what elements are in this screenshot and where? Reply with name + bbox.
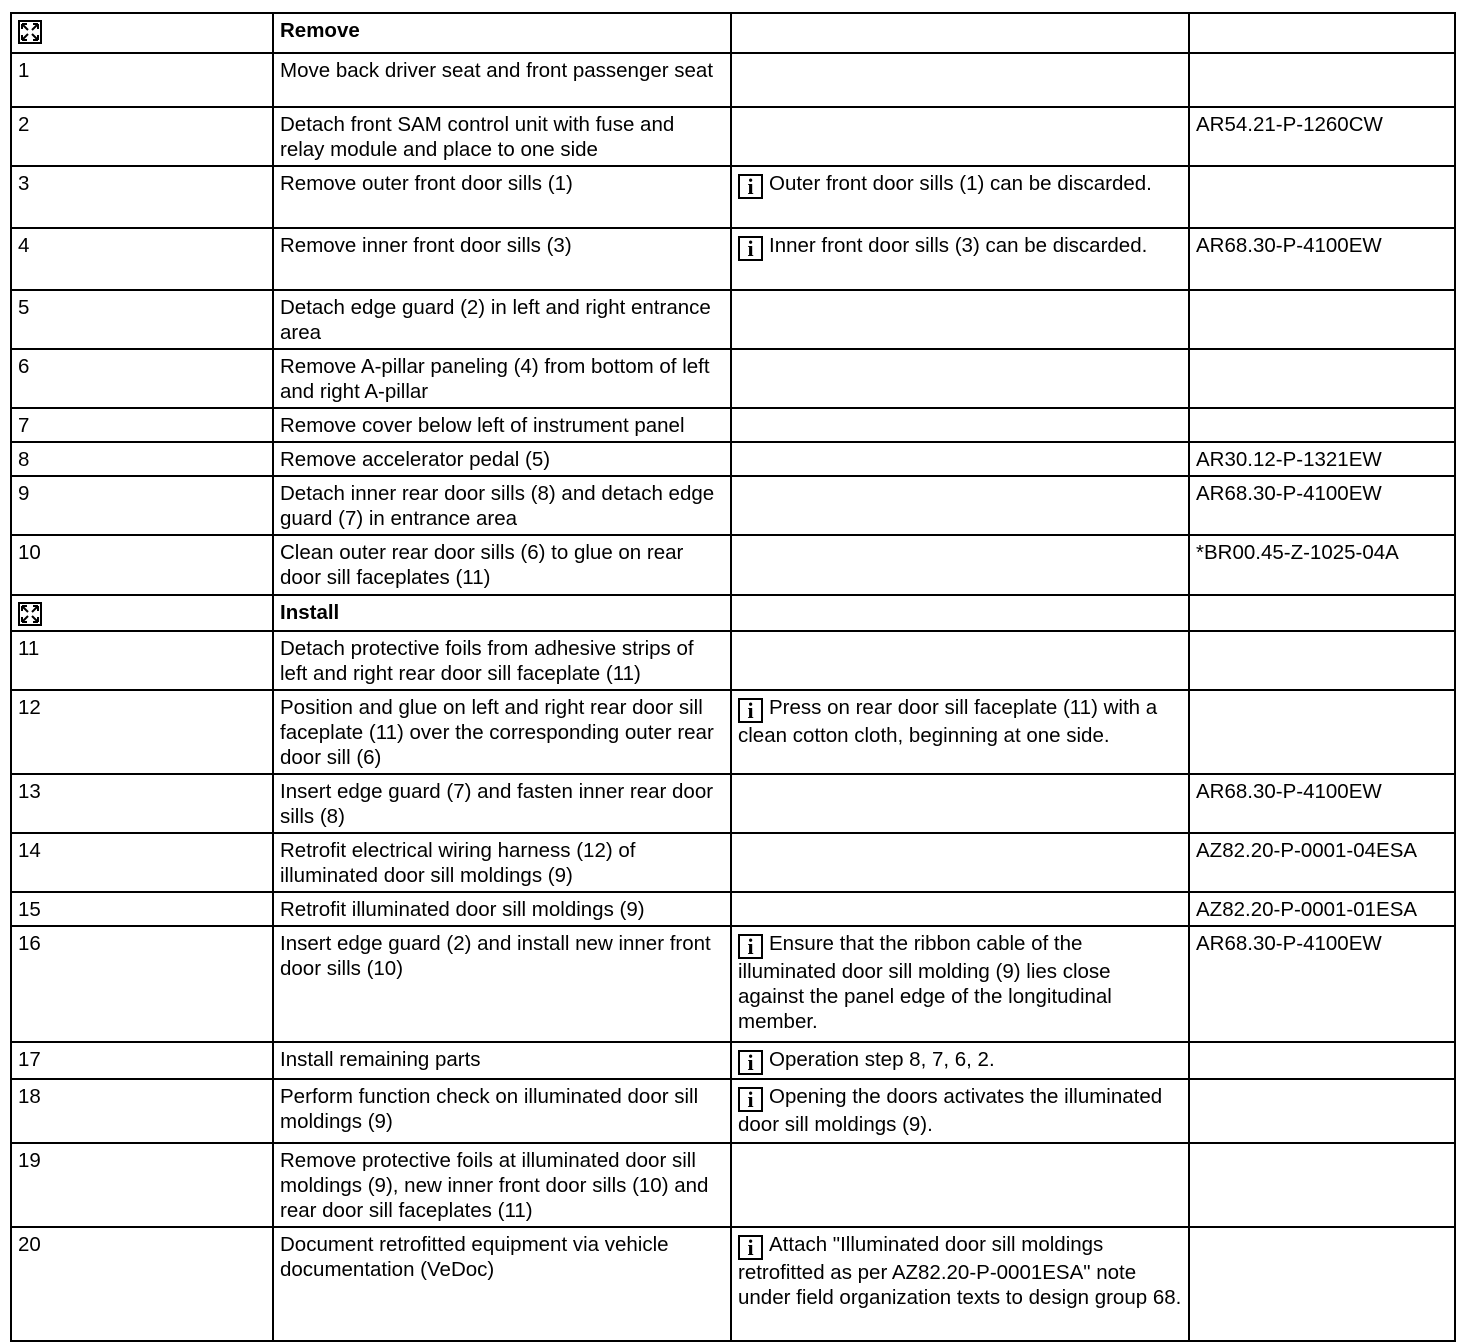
table-row [11, 53, 1455, 107]
step-number: 2 [18, 113, 30, 136]
step-reference: *BR00.45-Z-1025-04A [1196, 541, 1399, 564]
step-number-cell [11, 833, 273, 892]
step-note-cell [731, 1079, 1189, 1143]
step-text: Remove inner front door sills (3) [280, 234, 572, 257]
step-reference-cell [1189, 535, 1455, 595]
expand-icon [18, 20, 42, 44]
step-number: 5 [18, 296, 30, 319]
step-text-cell [273, 349, 731, 408]
step-number: 8 [18, 448, 30, 471]
info-icon: i [738, 1087, 763, 1112]
step-note-cell [731, 926, 1189, 1042]
table-row [11, 290, 1455, 349]
step-number-cell [11, 408, 273, 442]
step-note-cell [731, 892, 1189, 926]
step-text: Detach protective foils from adhesive strips of left and right rear door sill faceplate (11) [280, 637, 694, 685]
step-note: Ensure that the ribbon cable of the illuminated door sill molding (9) lies close against the panel edge of the longitudinal member. [738, 932, 1112, 1033]
step-text-cell [273, 442, 731, 476]
table-row [11, 631, 1455, 690]
expand-icon [18, 602, 42, 626]
step-text: Retrofit electrical wiring harness (12) of illuminated door sill moldings (9) [280, 839, 636, 887]
step-text-cell [273, 774, 731, 833]
step-reference-cell [1189, 690, 1455, 774]
step-note-cell [731, 1143, 1189, 1227]
step-reference: AR68.30-P-4100EW [1196, 932, 1382, 955]
step-note: Press on rear door sill faceplate (11) with a clean cotton cloth, beginning at one side. [738, 696, 1158, 747]
step-note-cell [731, 476, 1189, 535]
info-icon: i [738, 934, 763, 959]
step-note-cell [731, 228, 1189, 290]
step-reference: AZ82.20-P-0001-04ESA [1196, 839, 1418, 862]
step-reference-cell [1189, 107, 1455, 166]
table-row [11, 166, 1455, 228]
step-note: Opening the doors activates the illuminated door sill moldings (9). [738, 1085, 1163, 1136]
section-title-cell [273, 13, 731, 53]
table-row [11, 349, 1455, 408]
step-text: Retrofit illuminated door sill moldings (9) [280, 898, 645, 921]
step-number-cell [11, 290, 273, 349]
step-note: Inner front door sills (3) can be discarded. [769, 234, 1148, 257]
step-number: 15 [18, 898, 41, 921]
section-title: Install [280, 601, 340, 624]
step-text: Position and glue on left and right rear door sill faceplate (11) over the corresponding outer rear door sill (6) [280, 696, 714, 769]
step-number-cell [11, 631, 273, 690]
step-number-cell [11, 1042, 273, 1079]
step-number-cell [11, 892, 273, 926]
section-icon-cell [11, 595, 273, 631]
step-note-cell [731, 166, 1189, 228]
step-note-cell [731, 535, 1189, 595]
step-text-cell [273, 926, 731, 1042]
step-number: 1 [18, 59, 30, 82]
section-header-remove [11, 13, 1455, 53]
step-number: 16 [18, 932, 41, 955]
step-number-cell [11, 774, 273, 833]
table-row [11, 690, 1455, 774]
step-text: Insert edge guard (2) and install new inner front door sills (10) [280, 932, 711, 980]
step-number: 10 [18, 541, 41, 564]
step-number: 6 [18, 355, 30, 378]
step-note: Outer front door sills (1) can be discarded. [769, 172, 1152, 195]
section-title: Remove [280, 19, 360, 42]
section-empty-cell [731, 595, 1189, 631]
step-number: 19 [18, 1149, 41, 1172]
step-text: Document retrofitted equipment via vehicle documentation (VeDoc) [280, 1233, 669, 1281]
section-empty-cell [731, 13, 1189, 53]
step-text: Detach inner rear door sills (8) and detach edge guard (7) in entrance area [280, 482, 715, 530]
table-row [11, 926, 1455, 1042]
table-row [11, 476, 1455, 535]
step-text-cell [273, 892, 731, 926]
step-number-cell [11, 166, 273, 228]
step-text-cell [273, 53, 731, 107]
work-steps-body [11, 13, 1455, 1341]
step-text: Perform function check on illuminated door sill moldings (9) [280, 1085, 699, 1133]
step-text: Remove accelerator pedal (5) [280, 448, 551, 471]
step-text: Detach front SAM control unit with fuse and relay module and place to one side [280, 113, 675, 161]
step-text-cell [273, 1042, 731, 1079]
step-number: 17 [18, 1048, 41, 1071]
step-reference-cell [1189, 442, 1455, 476]
step-reference: AZ82.20-P-0001-01ESA [1196, 898, 1418, 921]
step-reference-cell [1189, 1042, 1455, 1079]
table-row [11, 228, 1455, 290]
step-reference-cell [1189, 166, 1455, 228]
step-note-cell [731, 631, 1189, 690]
step-number-cell [11, 228, 273, 290]
step-text-cell [273, 833, 731, 892]
step-text: Remove protective foils at illuminated door sill moldings (9), new inner front door sills (10) and rear door sill faceplates (11) [280, 1149, 709, 1222]
step-reference-cell [1189, 1143, 1455, 1227]
step-text: Clean outer rear door sills (6) to glue on rear door sill faceplates (11) [280, 541, 684, 589]
section-empty-cell [1189, 13, 1455, 53]
step-reference-cell [1189, 349, 1455, 408]
table-row [11, 833, 1455, 892]
step-text: Detach edge guard (2) in left and right entrance area [280, 296, 711, 344]
work-steps-table [10, 12, 1456, 1342]
step-text: Install remaining parts [280, 1048, 481, 1071]
step-number: 4 [18, 234, 30, 257]
step-note: Attach "Illuminated door sill moldings retrofitted as per AZ82.20-P-0001ESA" note under field organization texts to design group 68. [738, 1233, 1182, 1309]
step-number: 11 [18, 637, 40, 660]
step-note-cell [731, 107, 1189, 166]
step-note-cell [731, 774, 1189, 833]
step-reference: AR68.30-P-4100EW [1196, 482, 1382, 505]
step-text-cell [273, 1143, 731, 1227]
step-number: 20 [18, 1233, 41, 1256]
step-number: 9 [18, 482, 30, 505]
step-text: Remove outer front door sills (1) [280, 172, 573, 195]
info-icon: i [738, 1050, 763, 1075]
step-note-cell [731, 290, 1189, 349]
section-header-install [11, 595, 1455, 631]
info-icon: i [738, 174, 763, 199]
step-note-cell [731, 442, 1189, 476]
step-text-cell [273, 107, 731, 166]
step-reference-cell [1189, 892, 1455, 926]
step-note-cell [731, 833, 1189, 892]
step-reference-cell [1189, 53, 1455, 107]
step-number-cell [11, 53, 273, 107]
step-text-cell [273, 535, 731, 595]
table-row [11, 774, 1455, 833]
step-number-cell [11, 535, 273, 595]
info-icon: i [738, 236, 763, 261]
step-text-cell [273, 166, 731, 228]
step-number-cell [11, 1143, 273, 1227]
table-row [11, 107, 1455, 166]
step-text-cell [273, 408, 731, 442]
step-number: 7 [18, 414, 30, 437]
step-text: Move back driver seat and front passenger seat [280, 59, 714, 82]
step-reference: AR30.12-P-1321EW [1196, 448, 1382, 471]
step-text-cell [273, 1079, 731, 1143]
step-number-cell [11, 1079, 273, 1143]
step-text: Remove cover below left of instrument panel [280, 414, 685, 437]
section-icon-cell [11, 13, 273, 53]
step-number-cell [11, 442, 273, 476]
section-empty-cell [1189, 595, 1455, 631]
step-note-cell [731, 349, 1189, 408]
step-text-cell [273, 476, 731, 535]
info-icon: i [738, 698, 763, 723]
step-note-cell [731, 690, 1189, 774]
step-reference-cell [1189, 926, 1455, 1042]
section-title-cell [273, 595, 731, 631]
step-number-cell [11, 926, 273, 1042]
step-note: Operation step 8, 7, 6, 2. [769, 1048, 995, 1071]
step-number: 18 [18, 1085, 41, 1108]
step-number: 12 [18, 696, 41, 719]
step-reference-cell [1189, 774, 1455, 833]
step-text: Insert edge guard (7) and fasten inner rear door sills (8) [280, 780, 714, 828]
step-text-cell [273, 290, 731, 349]
step-reference-cell [1189, 1079, 1455, 1143]
step-reference-cell [1189, 833, 1455, 892]
step-reference: AR54.21-P-1260CW [1196, 113, 1383, 136]
step-reference-cell [1189, 290, 1455, 349]
info-icon: i [738, 1235, 763, 1260]
step-reference: AR68.30-P-4100EW [1196, 234, 1382, 257]
step-note-cell [731, 1042, 1189, 1079]
step-note-cell [731, 53, 1189, 107]
step-number: 14 [18, 839, 41, 862]
step-reference-cell [1189, 408, 1455, 442]
step-text-cell [273, 631, 731, 690]
table-row [11, 1079, 1455, 1143]
step-reference: AR68.30-P-4100EW [1196, 780, 1382, 803]
step-number-cell [11, 349, 273, 408]
table-row [11, 535, 1455, 595]
step-number: 13 [18, 780, 41, 803]
step-note-cell [731, 408, 1189, 442]
step-reference-cell [1189, 228, 1455, 290]
table-row [11, 1042, 1455, 1079]
table-row [11, 1143, 1455, 1227]
step-text: Remove A-pillar paneling (4) from bottom of left and right A-pillar [280, 355, 710, 403]
step-reference-cell [1189, 476, 1455, 535]
step-number-cell [11, 107, 273, 166]
step-reference-cell [1189, 631, 1455, 690]
table-row [11, 408, 1455, 442]
table-row [11, 442, 1455, 476]
table-row [11, 892, 1455, 926]
step-number-cell [11, 476, 273, 535]
step-text-cell [273, 228, 731, 290]
step-number-cell [11, 690, 273, 774]
step-number: 3 [18, 172, 30, 195]
step-text-cell [273, 690, 731, 774]
